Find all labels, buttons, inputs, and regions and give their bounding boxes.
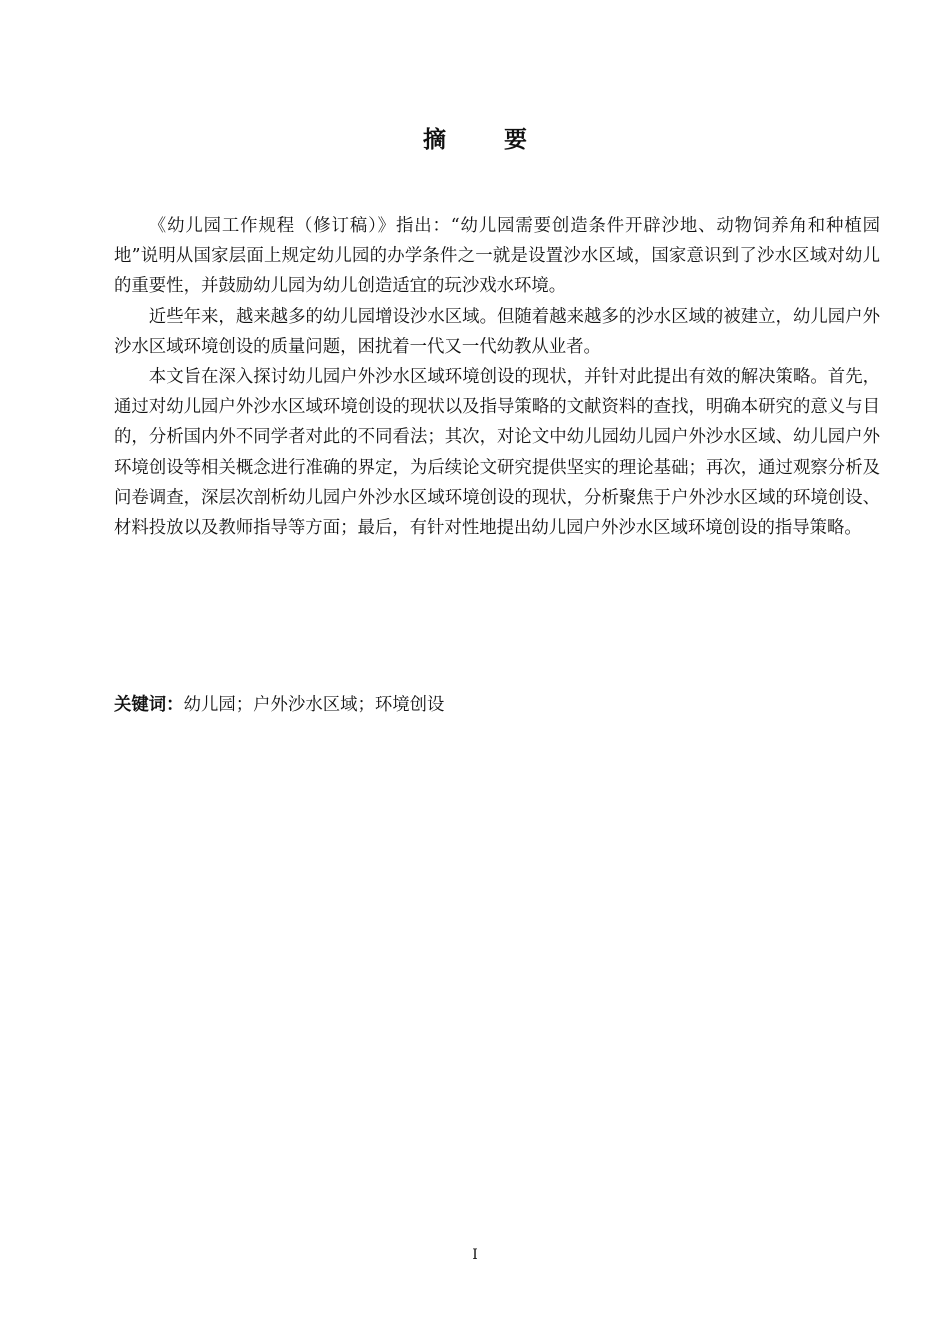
abstract-paragraph-2: 近些年来，越来越多的幼儿园增设沙水区域。但随着越来越多的沙水区域的被建立，幼儿园户外沙水区域环境创设的质量问题，困扰着一代又一代幼教从业者。 <box>114 306 880 357</box>
keywords-label: 关键词： <box>114 695 184 715</box>
abstract-title: 摘 要 <box>422 126 552 153</box>
abstract-paragraph-1: 《幼儿园工作规程（修订稿）》指出：“幼儿园需要创造条件开辟沙地、动物饲养角和种植园地”说明从国家层面上规定幼儿园的办学条件之一就是设置沙水区域，国家意识到了沙水区域对幼儿的重要性，并鼓励幼儿园为幼儿创造适宜的玩沙戏水环境。 <box>114 216 880 297</box>
keywords-text: 幼儿园；户外沙水区域；环境创设 <box>183 695 445 715</box>
abstract-paragraph-3: 本文旨在深入探讨幼儿园户外沙水区域环境创设的现状，并针对此提出有效的解决策略。首先，通过对幼儿园户外沙水区域环境创设的现状以及指导策略的文献资料的查找，明确本研究的意义与目的，分析国内外不同学者对此的不同看法；其次，对论文中幼儿园幼儿园户外沙水区域、幼儿园户外环境创设等相关概念进行准确的界定，为后续论文研究提供坚实的理论基础；再次，通过观察分析及问卷调查，深层次剖析幼儿园户外沙水区域环境创设的现状，分析聚焦于户外沙水区域的环境创设、材料投放以及教师指导等方面；最后，有针对性地提出幼儿园户外沙水区域环境创设的指导策略。 <box>114 367 880 539</box>
keywords-line <box>114 690 880 720</box>
abstract-body <box>114 211 880 543</box>
page-number: I <box>472 1247 478 1263</box>
